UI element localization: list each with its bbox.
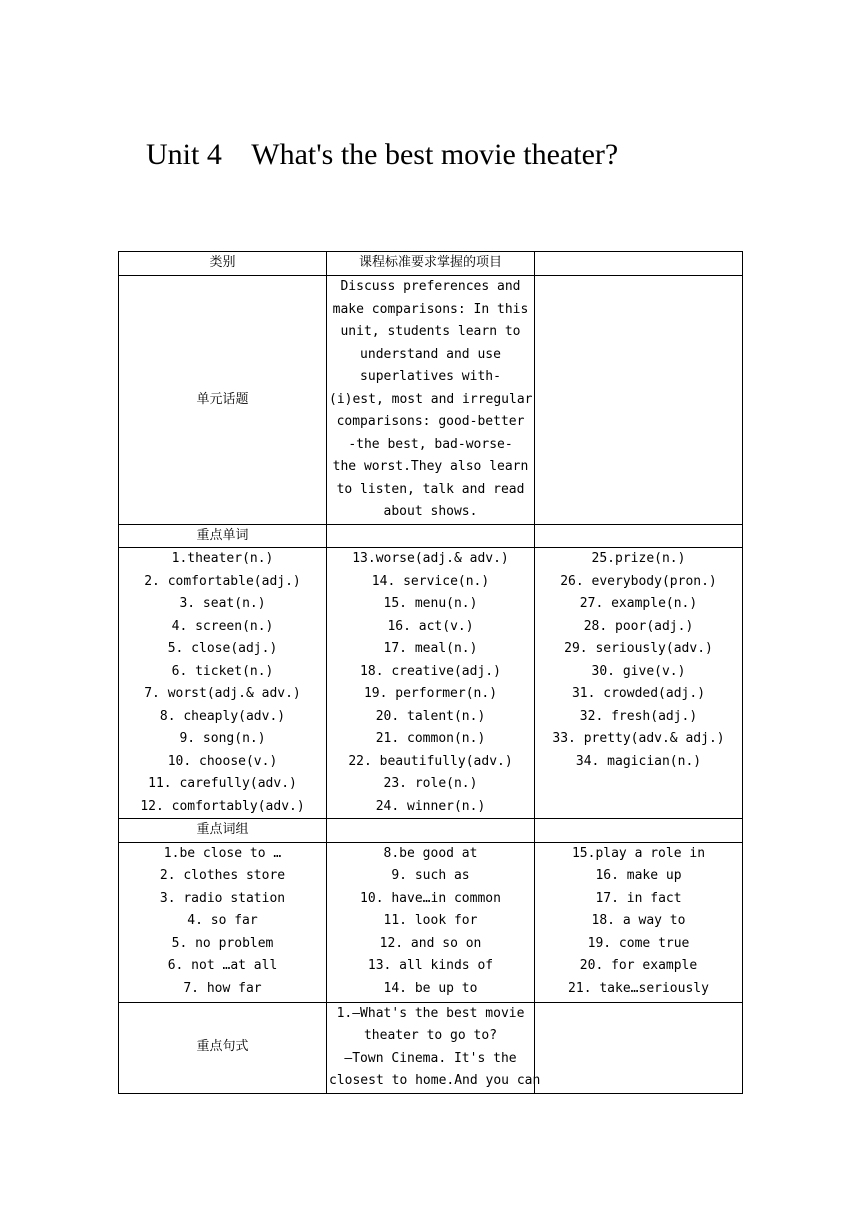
sentences-row [119,1002,743,1093]
list-item: 12. comfortably(adv.) [140,798,305,814]
list-item: 32. fresh(adj.) [579,708,698,724]
header-items: 课程标准要求掌握的项目 [327,252,535,276]
list-item: theater to go to? [363,1028,498,1043]
list-item: closest to home.And you can [329,1073,541,1088]
list-item: 33. pretty(adv.& adj.) [552,731,725,746]
list-item: 17. in fact [595,890,682,906]
sentences-blank [535,1002,743,1093]
list-item: 13.worse(adj.& adv.) [352,551,509,566]
list-item: 15.play a role in [571,845,706,861]
list-item: 4. so far [187,913,258,928]
list-item: 6. not …at all [167,958,278,973]
topic-line: -the best, bad-worse- [348,436,513,452]
list-item: 4. screen(n.) [171,618,274,634]
list-item: 31. crowded(adj.) [571,686,706,701]
list-item: 5. close(adj.) [167,641,278,656]
list-item: 23. role(n.) [383,776,478,791]
topic-line: make comparisons: In this [332,301,529,317]
topic-line: (i)est, most and irregular [329,391,533,407]
list-item: 5. no problem [171,935,274,951]
words-label: 重点单词 [119,524,327,548]
sentences-label: 重点句式 [119,1002,327,1093]
words-col-1 [119,548,327,819]
topic-line: understand and use [360,346,501,362]
list-item: 15. menu(n.) [383,596,478,611]
phrases-row [119,842,743,1002]
topic-line: about shows. [383,504,478,519]
topic-line: to listen, talk and read [336,481,525,497]
list-item: 20. for example [579,958,698,973]
list-item: 10. choose(v.) [167,753,278,769]
topic-text [327,276,535,525]
list-item: 17. meal(n.) [383,641,478,656]
list-item: 8. cheaply(adv.) [159,708,286,724]
list-item: 16. make up [595,868,682,883]
list-item: 1.—What's the best movie [336,1005,525,1021]
list-item: 13. all kinds of [367,958,494,973]
list-item: 21. take…seriously [568,980,709,996]
list-item: 3. radio station [159,890,286,906]
phrases-label: 重点词组 [119,819,327,843]
list-item: 12. and so on [379,935,482,951]
curriculum-table [118,251,743,1094]
list-item: 6. ticket(n.) [171,663,274,679]
header-blank [535,252,743,276]
list-item: 9. song(n.) [179,731,266,746]
list-item: 14. service(n.) [371,573,490,589]
topic-line: comparisons: good-better [336,414,525,429]
phrases-label-blank-2 [535,819,743,843]
list-item: 30. give(v.) [591,663,686,679]
header-category: 类别 [119,252,327,276]
list-item: 11. carefully(adv.) [148,776,297,791]
words-label-blank-2 [535,524,743,548]
list-item: 1.be close to … [163,845,282,861]
topic-line: Discuss preferences and [340,279,521,294]
list-item: 18. a way to [591,913,686,928]
topic-label: 单元话题 [119,276,327,525]
list-item: 10. have…in common [360,890,501,906]
words-row [119,548,743,819]
list-item: 22. beautifully(adv.) [348,753,513,769]
phrases-col-2 [327,842,535,1002]
words-label-row [119,524,743,548]
list-item: 19. come true [587,935,690,951]
list-item: 29. seriously(adv.) [564,641,713,656]
topic-line: superlatives with- [360,369,501,384]
list-item: 26. everybody(pron.) [560,573,717,589]
list-item: 28. poor(adj.) [583,618,694,634]
list-item: 14. be up to [383,980,478,996]
list-item: 9. such as [391,868,470,883]
list-item: —Town Cinema. It's the [344,1050,517,1066]
list-item: 1.theater(n.) [171,551,274,566]
list-item: 7. worst(adj.& adv.) [144,686,301,701]
words-col-3 [535,548,743,819]
list-item: 19. performer(n.) [363,686,498,701]
list-item: 18. creative(adj.) [360,663,501,679]
list-item: 21. common(n.) [375,731,486,746]
list-item: 2. comfortable(adj.) [144,573,301,589]
topic-row [119,276,743,525]
table-header-row [119,252,743,276]
list-item: 3. seat(n.) [179,596,266,611]
phrases-col-1 [119,842,327,1002]
page-title: Unit 4 What's the best movie theater? [146,138,619,171]
list-item: 16. act(v.) [387,618,474,634]
list-item: 27. example(n.) [579,596,698,611]
list-item: 24. winner(n.) [375,798,486,814]
topic-line: unit, students learn to [340,324,521,339]
list-item: 11. look for [383,913,478,928]
topic-blank [535,276,743,525]
words-label-blank-1 [327,524,535,548]
list-item: 7. how far [183,980,262,996]
phrases-label-blank-1 [327,819,535,843]
list-item: 8.be good at [383,845,478,861]
topic-line: the worst.They also learn [332,459,529,474]
sentences-text [327,1002,541,1093]
list-item: 25.prize(n.) [591,551,686,566]
list-item: 20. talent(n.) [375,708,486,724]
list-item: 2. clothes store [159,868,286,883]
phrases-label-row [119,819,743,843]
words-col-2 [327,548,535,819]
phrases-col-3 [535,842,743,1002]
list-item: 34. magician(n.) [575,753,702,769]
